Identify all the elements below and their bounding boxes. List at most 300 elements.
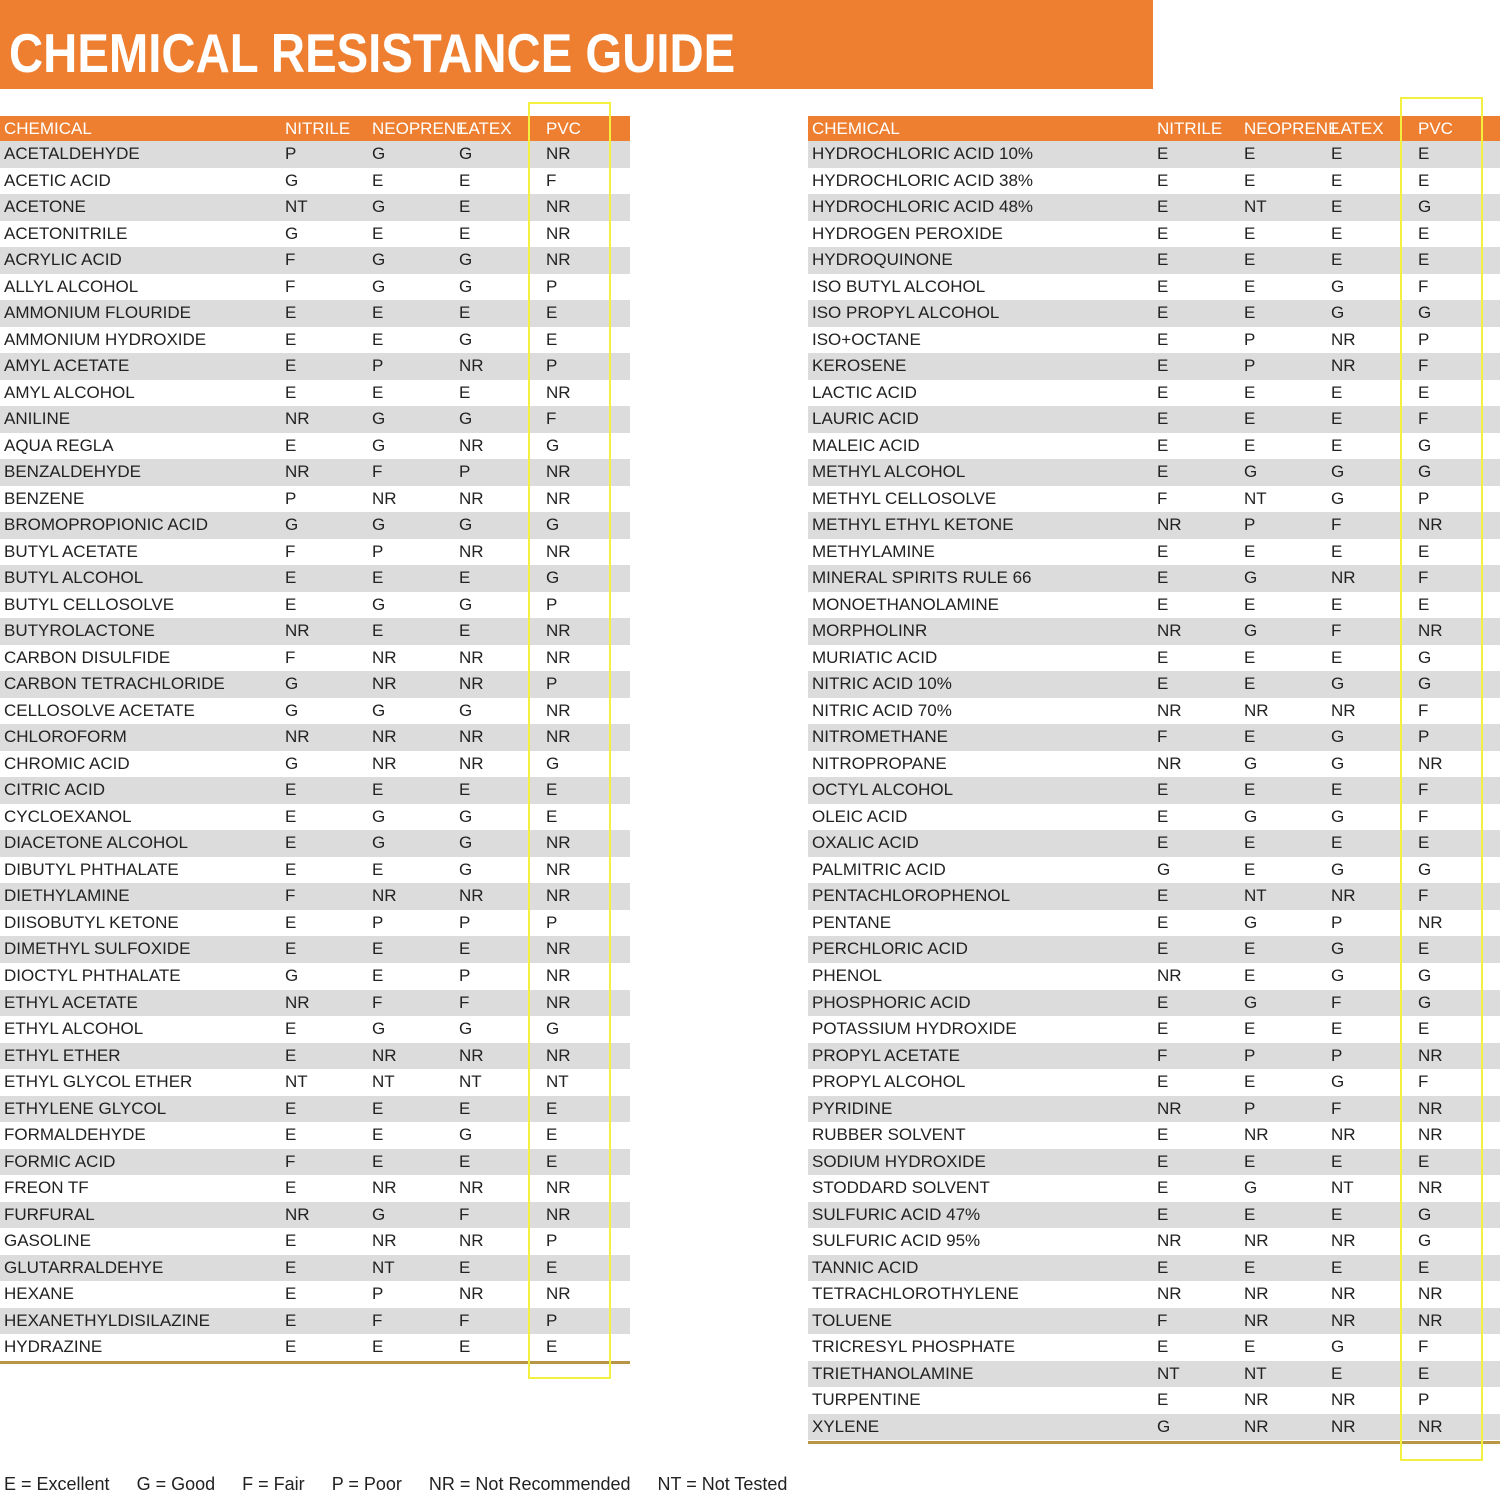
- latex-rating: E: [1331, 1363, 1343, 1383]
- nitrile-rating: F: [285, 541, 296, 561]
- chemical-name: METHYL ETHYL KETONE: [812, 515, 1014, 535]
- latex-rating: NR: [459, 1178, 484, 1198]
- neoprene-rating: G: [372, 594, 386, 614]
- latex-rating: F: [459, 992, 470, 1012]
- nitrile-rating: E: [285, 303, 297, 323]
- nitrile-rating: E: [1157, 833, 1169, 853]
- neoprene-rating: NR: [372, 1231, 397, 1251]
- nitrile-rating: E: [1157, 647, 1169, 667]
- pvc-rating: G: [1418, 859, 1432, 879]
- table-row: [808, 990, 1500, 1017]
- pvc-rating: P: [1418, 329, 1430, 349]
- table-row: [808, 751, 1500, 778]
- table-row: [808, 910, 1500, 937]
- chemical-name: TOLUENE: [812, 1310, 892, 1330]
- neoprene-rating: E: [1244, 1257, 1256, 1277]
- pvc-rating: P: [546, 276, 558, 296]
- pvc-rating: NR: [1418, 1178, 1443, 1198]
- legend-item: NR = Not Recommended: [428, 1474, 631, 1494]
- neoprene-rating: G: [372, 1204, 386, 1224]
- nitrile-rating: E: [1157, 356, 1169, 376]
- nitrile-rating: NR: [1157, 1098, 1182, 1118]
- neoprene-rating: E: [1244, 409, 1256, 429]
- table-row: [808, 459, 1500, 486]
- nitrile-rating: E: [1157, 594, 1169, 614]
- neoprene-rating: P: [1244, 329, 1256, 349]
- header-nitrile: NITRILE: [285, 119, 351, 138]
- latex-rating: E: [459, 197, 471, 217]
- latex-rating: F: [1331, 992, 1342, 1012]
- pvc-rating: F: [1418, 806, 1429, 826]
- neoprene-rating: E: [1244, 223, 1256, 243]
- table-row: [808, 1334, 1500, 1361]
- pvc-rating: E: [546, 806, 558, 826]
- chemical-name: NITROPROPANE: [812, 753, 947, 773]
- nitrile-rating: E: [1157, 329, 1169, 349]
- pvc-rating: NR: [546, 939, 571, 959]
- pvc-rating: E: [1418, 1363, 1430, 1383]
- nitrile-rating: NR: [1157, 1284, 1182, 1304]
- latex-rating: NR: [459, 356, 484, 376]
- chemical-name: PERCHLORIC ACID: [812, 939, 968, 959]
- chemical-name: PHENOL: [812, 965, 882, 985]
- table-row: [808, 1228, 1500, 1255]
- latex-rating: NR: [459, 1045, 484, 1065]
- chemical-name: BENZENE: [4, 488, 85, 508]
- chemical-name: FREON TF: [4, 1178, 89, 1198]
- pvc-rating: P: [546, 674, 558, 694]
- latex-rating: G: [459, 833, 473, 853]
- chemical-name: PENTANE: [812, 912, 892, 932]
- pvc-rating: P: [546, 912, 558, 932]
- latex-rating: NR: [1331, 700, 1356, 720]
- chemical-name: PROPYL ACETATE: [812, 1045, 961, 1065]
- latex-rating: G: [459, 515, 473, 535]
- nitrile-rating: E: [285, 568, 297, 588]
- neoprene-rating: NR: [1244, 1310, 1269, 1330]
- nitrile-rating: E: [1157, 780, 1169, 800]
- neoprene-rating: NR: [372, 1045, 397, 1065]
- pvc-rating: NR: [546, 223, 571, 243]
- legend-item: NT = Not Tested: [657, 1474, 788, 1494]
- latex-rating: G: [1331, 753, 1345, 773]
- neoprene-rating: E: [1244, 276, 1256, 296]
- pvc-rating: E: [546, 1098, 558, 1118]
- latex-rating: G: [1331, 965, 1345, 985]
- nitrile-rating: E: [1157, 806, 1169, 826]
- latex-rating: E: [1331, 1257, 1343, 1277]
- neoprene-rating: P: [1244, 356, 1256, 376]
- chemical-name: FURFURAL: [4, 1204, 95, 1224]
- neoprene-rating: P: [1244, 515, 1256, 535]
- neoprene-rating: E: [1244, 250, 1256, 270]
- table-row: [808, 327, 1500, 354]
- nitrile-rating: E: [285, 1310, 297, 1330]
- pvc-rating: NR: [546, 382, 571, 402]
- latex-rating: E: [1331, 1204, 1343, 1224]
- pvc-rating: G: [1418, 435, 1432, 455]
- table-row: [808, 592, 1500, 619]
- nitrile-rating: E: [285, 833, 297, 853]
- latex-rating: E: [1331, 382, 1343, 402]
- nitrile-rating: E: [285, 1098, 297, 1118]
- latex-rating: E: [1331, 409, 1343, 429]
- chemical-name: OCTYL ALCOHOL: [812, 780, 954, 800]
- table-row: [808, 883, 1500, 910]
- chemical-name: CHROMIC ACID: [4, 753, 130, 773]
- neoprene-rating: G: [372, 700, 386, 720]
- pvc-rating: NR: [546, 144, 571, 163]
- latex-rating: E: [459, 621, 471, 641]
- pvc-column-highlight: [1400, 97, 1483, 1461]
- nitrile-rating: E: [1157, 276, 1169, 296]
- nitrile-rating: G: [285, 674, 299, 694]
- neoprene-rating: E: [1244, 144, 1256, 163]
- table-row: [808, 380, 1500, 407]
- pvc-rating: E: [1418, 144, 1430, 163]
- latex-rating: E: [459, 382, 471, 402]
- neoprene-rating: NR: [372, 674, 397, 694]
- chemical-name: PROPYL ALCOHOL: [812, 1072, 966, 1092]
- nitrile-rating: E: [285, 1178, 297, 1198]
- neoprene-rating: E: [372, 1151, 384, 1171]
- chemical-name: MURIATIC ACID: [812, 647, 938, 667]
- table-row: [808, 830, 1500, 857]
- table-row: [808, 698, 1500, 725]
- neoprene-rating: E: [1244, 435, 1256, 455]
- chemical-name: NITROMETHANE: [812, 727, 948, 747]
- chemical-name: HYDRAZINE: [4, 1337, 103, 1357]
- pvc-rating: NR: [546, 462, 571, 482]
- chemical-name: XYLENE: [812, 1416, 880, 1436]
- table-row: [808, 433, 1500, 460]
- header-neoprene: NEOPRENE: [372, 119, 468, 138]
- neoprene-rating: NT: [372, 1072, 395, 1092]
- chemical-name: ISO PROPYL ALCOHOL: [812, 303, 1000, 323]
- table-row: [808, 1361, 1500, 1388]
- chemical-name: TRICRESYL PHOSPHATE: [812, 1337, 1016, 1357]
- latex-rating: G: [1331, 303, 1345, 323]
- pvc-rating: NR: [546, 886, 571, 906]
- nitrile-rating: E: [1157, 1390, 1169, 1410]
- pvc-rating: P: [546, 1231, 558, 1251]
- legend-item: F = Fair: [242, 1474, 305, 1494]
- nitrile-rating: G: [285, 223, 299, 243]
- chemical-name: ETHYL ALCOHOL: [4, 1019, 144, 1039]
- neoprene-rating: NT: [1244, 886, 1267, 906]
- chemical-name: DIOCTYL PHTHALATE: [4, 965, 181, 985]
- table-row: [808, 645, 1500, 672]
- nitrile-rating: E: [285, 329, 297, 349]
- chemical-name: ISO BUTYL ALCOHOL: [812, 276, 986, 296]
- nitrile-rating: NR: [285, 727, 310, 747]
- table-row: [808, 141, 1500, 168]
- table-row: [808, 804, 1500, 831]
- pvc-rating: NR: [1418, 515, 1443, 535]
- neoprene-rating: G: [372, 435, 386, 455]
- neoprene-rating: NR: [1244, 1416, 1269, 1436]
- pvc-rating: NR: [1418, 1045, 1443, 1065]
- neoprene-rating: G: [372, 515, 386, 535]
- nitrile-rating: E: [285, 594, 297, 614]
- pvc-rating: G: [546, 435, 560, 455]
- latex-rating: G: [459, 329, 473, 349]
- latex-rating: G: [459, 594, 473, 614]
- neoprene-rating: G: [372, 144, 386, 163]
- neoprene-rating: G: [372, 1019, 386, 1039]
- latex-rating: E: [1331, 647, 1343, 667]
- latex-rating: G: [459, 276, 473, 296]
- chemical-name: ISO+OCTANE: [812, 329, 921, 349]
- neoprene-rating: E: [1244, 859, 1256, 879]
- table-row: [808, 247, 1500, 274]
- latex-rating: NR: [1331, 1125, 1356, 1145]
- neoprene-rating: G: [372, 276, 386, 296]
- latex-rating: E: [459, 1257, 471, 1277]
- nitrile-rating: E: [1157, 1072, 1169, 1092]
- nitrile-rating: NR: [285, 462, 310, 482]
- latex-rating: G: [459, 409, 473, 429]
- nitrile-rating: E: [1157, 1125, 1169, 1145]
- pvc-rating: NR: [1418, 1125, 1443, 1145]
- pvc-rating: G: [1418, 197, 1432, 217]
- pvc-rating: NR: [1418, 1284, 1443, 1304]
- pvc-rating: NR: [546, 488, 571, 508]
- chemical-name: GLUTARRALDEHYE: [4, 1257, 164, 1277]
- nitrile-rating: P: [285, 144, 297, 163]
- latex-rating: E: [459, 1098, 471, 1118]
- neoprene-rating: E: [372, 568, 384, 588]
- chemical-name: NITRIC ACID 70%: [812, 700, 952, 720]
- neoprene-rating: NR: [372, 488, 397, 508]
- pvc-rating: E: [1418, 170, 1430, 190]
- chemical-name: SODIUM HYDROXIDE: [812, 1151, 986, 1171]
- table-row: [808, 1096, 1500, 1123]
- neoprene-rating: G: [1244, 1178, 1258, 1198]
- nitrile-rating: F: [285, 250, 296, 270]
- chemical-name: HEXANETHYLDISILAZINE: [4, 1310, 210, 1330]
- pvc-rating: E: [1418, 833, 1430, 853]
- latex-rating: G: [459, 250, 473, 270]
- nitrile-rating: E: [285, 1045, 297, 1065]
- latex-rating: E: [1331, 144, 1343, 163]
- latex-rating: F: [459, 1204, 470, 1224]
- table-row: [808, 168, 1500, 195]
- latex-rating: NR: [1331, 1416, 1356, 1436]
- latex-rating: E: [1331, 223, 1343, 243]
- pvc-rating: G: [1418, 992, 1432, 1012]
- chemical-name: METHYL CELLOSOLVE: [812, 488, 997, 508]
- pvc-rating: E: [546, 329, 558, 349]
- nitrile-rating: E: [285, 1231, 297, 1251]
- pvc-rating: G: [1418, 965, 1432, 985]
- nitrile-rating: E: [1157, 568, 1169, 588]
- chemical-name: HYDROCHLORIC ACID 10%: [812, 144, 1034, 163]
- latex-rating: E: [1331, 594, 1343, 614]
- pvc-rating: G: [1418, 647, 1432, 667]
- neoprene-rating: NT: [1244, 197, 1267, 217]
- table-row: [808, 1255, 1500, 1282]
- neoprene-rating: E: [1244, 1072, 1256, 1092]
- header-pvc: PVC: [1418, 119, 1453, 138]
- nitrile-rating: NR: [285, 1204, 310, 1224]
- latex-rating: G: [1331, 462, 1345, 482]
- pvc-rating: G: [546, 753, 560, 773]
- neoprene-rating: E: [1244, 727, 1256, 747]
- nitrile-rating: E: [1157, 886, 1169, 906]
- chemical-name: LACTIC ACID: [812, 382, 917, 402]
- neoprene-rating: E: [372, 303, 384, 323]
- neoprene-rating: E: [372, 170, 384, 190]
- table-row: [808, 406, 1500, 433]
- neoprene-rating: NR: [372, 647, 397, 667]
- header-chemical: CHEMICAL: [4, 119, 92, 138]
- page-title: CHEMICAL RESISTANCE GUIDE: [9, 22, 736, 84]
- nitrile-rating: E: [1157, 170, 1169, 190]
- neoprene-rating: E: [1244, 780, 1256, 800]
- nitrile-rating: F: [1157, 1045, 1168, 1065]
- chemical-name: POTASSIUM HYDROXIDE: [812, 1019, 1017, 1039]
- latex-rating: E: [1331, 780, 1343, 800]
- nitrile-rating: E: [285, 1257, 297, 1277]
- neoprene-rating: NR: [372, 753, 397, 773]
- neoprene-rating: E: [1244, 1019, 1256, 1039]
- neoprene-rating: P: [372, 541, 384, 561]
- neoprene-rating: E: [1244, 541, 1256, 561]
- nitrile-rating: NR: [285, 409, 310, 429]
- chemical-name: DIMETHYL SULFOXIDE: [4, 939, 191, 959]
- latex-rating: E: [459, 568, 471, 588]
- nitrile-rating: E: [1157, 382, 1169, 402]
- nitrile-rating: E: [285, 1284, 297, 1304]
- pvc-rating: P: [1418, 488, 1430, 508]
- neoprene-rating: NR: [1244, 1231, 1269, 1251]
- chemical-name: ETHYL ACETATE: [4, 992, 138, 1012]
- table-row: [808, 539, 1500, 566]
- chemical-name: MONOETHANOLAMINE: [812, 594, 1000, 614]
- header-latex: LATEX: [459, 119, 512, 138]
- pvc-rating: NR: [1418, 1098, 1443, 1118]
- latex-rating: E: [459, 223, 471, 243]
- table-header: [808, 116, 1500, 141]
- neoprene-rating: G: [372, 806, 386, 826]
- chemical-name: HYDROCHLORIC ACID 38%: [812, 170, 1034, 190]
- chemical-name: CARBON DISULFIDE: [4, 647, 171, 667]
- pvc-rating: NR: [546, 700, 571, 720]
- table-row: [808, 777, 1500, 804]
- neoprene-rating: E: [1244, 594, 1256, 614]
- pvc-rating: NR: [546, 833, 571, 853]
- latex-rating: NR: [459, 488, 484, 508]
- neoprene-rating: NR: [372, 727, 397, 747]
- neoprene-rating: G: [1244, 568, 1258, 588]
- chemical-name: TURPENTINE: [812, 1390, 921, 1410]
- table-row: [808, 1043, 1500, 1070]
- neoprene-rating: NR: [372, 886, 397, 906]
- neoprene-rating: E: [372, 1337, 384, 1357]
- table-row: [808, 1016, 1500, 1043]
- table-row: [808, 194, 1500, 221]
- latex-rating: G: [1331, 727, 1345, 747]
- nitrile-rating: E: [1157, 1337, 1169, 1357]
- chemical-name: ANILINE: [4, 409, 71, 429]
- pvc-rating: NR: [546, 727, 571, 747]
- neoprene-rating: P: [372, 356, 384, 376]
- latex-rating: P: [459, 912, 471, 932]
- pvc-rating: F: [1418, 409, 1429, 429]
- chemical-name: BROMOPROPIONIC ACID: [4, 515, 209, 535]
- chemical-name: FORMALDEHYDE: [4, 1125, 146, 1145]
- neoprene-rating: E: [1244, 1204, 1256, 1224]
- chemical-name: METHYL ALCOHOL: [812, 462, 966, 482]
- chemical-name: DIACETONE ALCOHOL: [4, 833, 188, 853]
- latex-rating: NR: [459, 541, 484, 561]
- latex-rating: E: [459, 170, 471, 190]
- latex-rating: NR: [459, 1231, 484, 1251]
- nitrile-rating: E: [1157, 197, 1169, 217]
- neoprene-rating: F: [372, 992, 383, 1012]
- nitrile-rating: E: [1157, 939, 1169, 959]
- neoprene-rating: G: [1244, 912, 1258, 932]
- neoprene-rating: NT: [372, 1257, 395, 1277]
- chemical-name: CELLOSOLVE ACETATE: [4, 700, 195, 720]
- latex-rating: NR: [459, 674, 484, 694]
- nitrile-rating: E: [285, 939, 297, 959]
- chemical-name: CYCLOEXANOL: [4, 806, 132, 826]
- nitrile-rating: E: [285, 780, 297, 800]
- table-row: [808, 221, 1500, 248]
- latex-rating: G: [459, 144, 473, 163]
- latex-rating: NR: [1331, 329, 1356, 349]
- pvc-rating: E: [1418, 541, 1430, 561]
- neoprene-rating: E: [1244, 647, 1256, 667]
- table-row: [808, 671, 1500, 698]
- chemical-name: PENTACHLOROPHENOL: [812, 886, 1011, 906]
- table-row: [808, 1308, 1500, 1335]
- legend-item: E = Excellent: [4, 1474, 110, 1494]
- chemical-name: AMYL ALCOHOL: [4, 382, 135, 402]
- latex-rating: P: [459, 965, 471, 985]
- pvc-rating: NR: [546, 992, 571, 1012]
- nitrile-rating: G: [285, 753, 299, 773]
- neoprene-rating: E: [1244, 382, 1256, 402]
- nitrile-rating: E: [285, 356, 297, 376]
- legend-item: P = Poor: [331, 1474, 402, 1494]
- rating-legend: [4, 1474, 809, 1495]
- nitrile-rating: E: [1157, 1204, 1169, 1224]
- pvc-rating: NR: [1418, 912, 1443, 932]
- pvc-rating: NR: [546, 1204, 571, 1224]
- pvc-rating: NR: [546, 1045, 571, 1065]
- neoprene-rating: G: [1244, 621, 1258, 641]
- neoprene-rating: F: [372, 462, 383, 482]
- chemical-name: ETHYLENE GLYCOL: [4, 1098, 167, 1118]
- neoprene-rating: E: [372, 965, 384, 985]
- chemical-name: BUTYL ALCOHOL: [4, 568, 144, 588]
- neoprene-rating: NT: [1244, 1363, 1267, 1383]
- latex-rating: E: [459, 1151, 471, 1171]
- neoprene-rating: E: [372, 859, 384, 879]
- nitrile-rating: G: [285, 965, 299, 985]
- latex-rating: E: [1331, 833, 1343, 853]
- nitrile-rating: P: [285, 488, 297, 508]
- pvc-rating: G: [546, 1019, 560, 1039]
- neoprene-rating: G: [372, 197, 386, 217]
- nitrile-rating: NR: [1157, 965, 1182, 985]
- pvc-rating: F: [1418, 1072, 1429, 1092]
- nitrile-rating: G: [1157, 859, 1171, 879]
- chemical-name: MORPHOLINR: [812, 621, 928, 641]
